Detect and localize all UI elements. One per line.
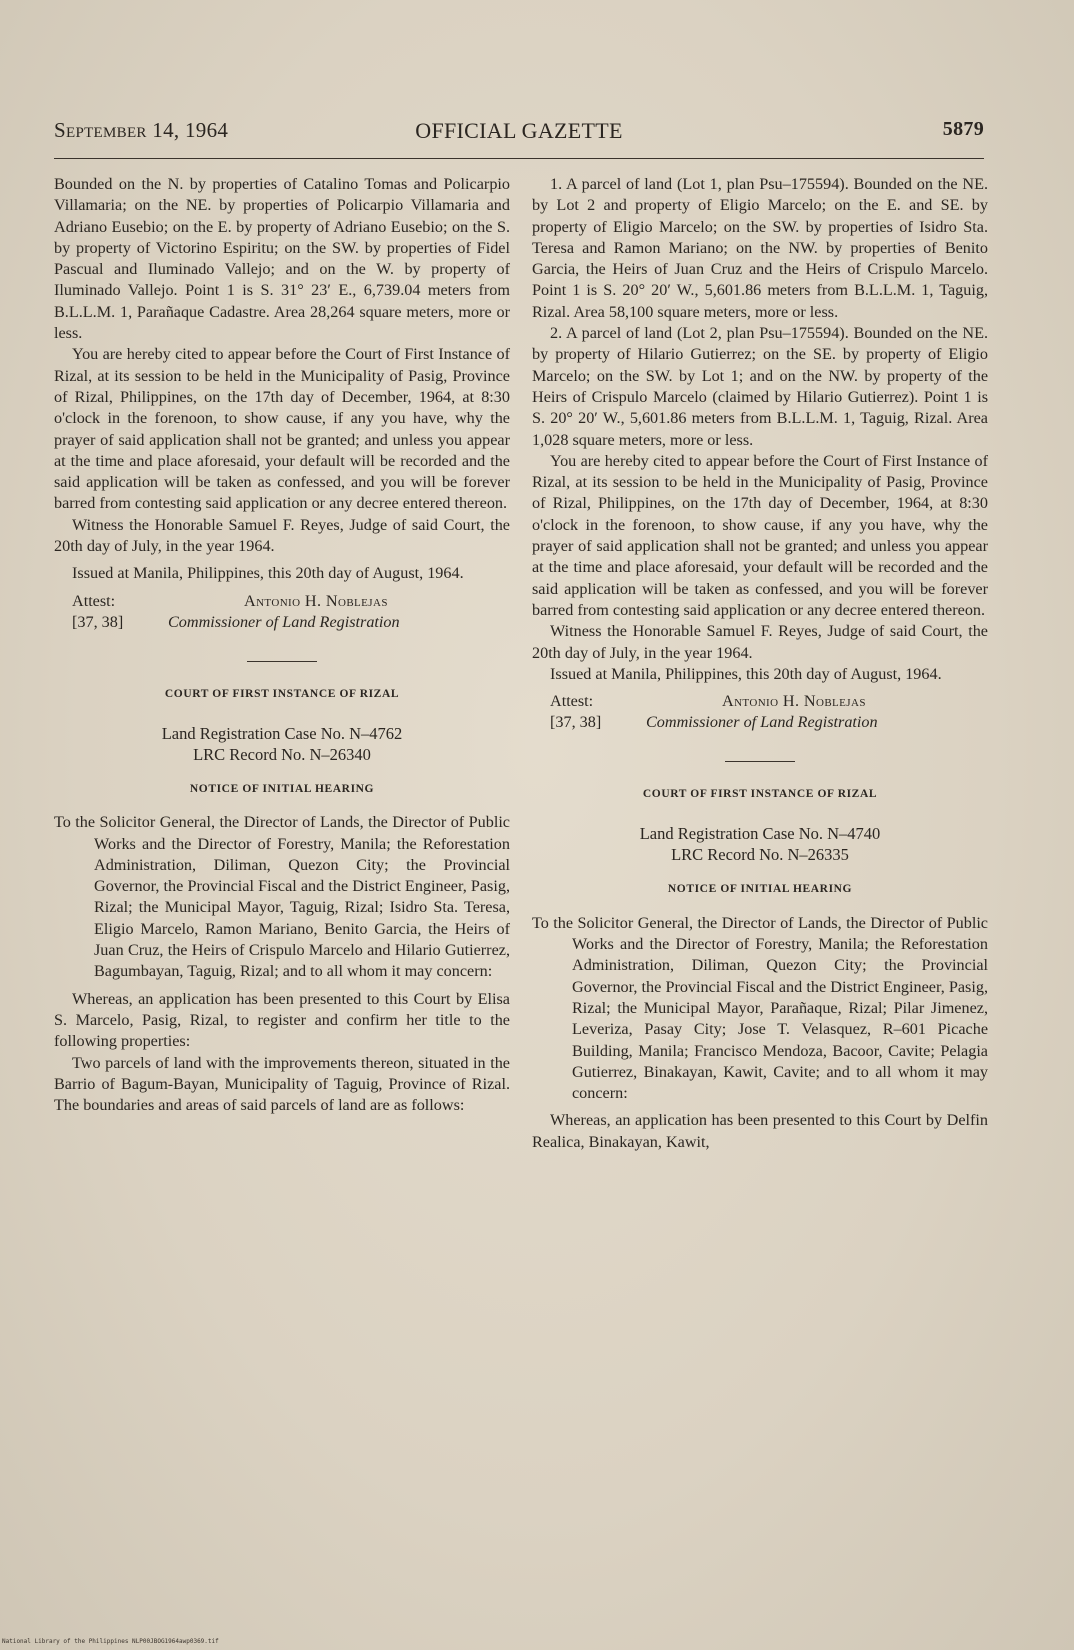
left-column [54, 174, 510, 1116]
left-paragraph-1: Bounded on the N. by properties of Catalino Tomas and Policarpio Villamaria; on the NE. by properties of Policarpio Villamaria and Adriano Eusebio; on the E. by property of Adriano Eusebio; on the S. by property of Victorino Espiritu; on the SW. by properties of Fidel Pascual and Iluminado Vallejo; and on the W. by property of Iluminado Vallejo. Point 1 is S. 31° 23′ E., 6,739.04 meters from B.L.L.M. 1, Parañaque Cadastre. Area 28,264 square meters, more or less. [54, 175, 510, 343]
right-column [532, 174, 988, 1153]
page-header [54, 118, 984, 148]
left-paragraph-6: Two parcels of land with the improvements thereon, situated in the Barrio of Bagum-Bayan, Municipality of Taguig, Province of Rizal. The boundaries and areas of said parcels of land are as follows: [54, 1053, 510, 1115]
right-lrc-record: LRC Record No. N–26335 [671, 845, 849, 865]
right-attest-block [532, 691, 988, 735]
page-number: 5879 [942, 118, 984, 140]
left-divider [247, 661, 317, 662]
right-paragraph-3: You are hereby cited to appear before the Court of First Instance of Rizal, at its session to be held in the Municipality of Pasig, Province of Rizal, Philippines, on the 17th day of December, 1964, at 8:30 o'clock in the forenoon, to show cause, if any you have, why the prayer of said application shall not be granted; and unless you appear at the time and place aforesaid, your default will be recorded and the said application will be taken as confessed, and you will be forever barred from contesting said application or any decree entered thereon. [532, 451, 988, 619]
left-attest-block [54, 591, 510, 635]
left-notice-heading: NOTICE OF INITIAL HEARING [189, 782, 375, 795]
left-attest-ref: [37, 38] [72, 612, 124, 631]
right-paragraph-2: 2. A parcel of land (Lot 2, plan Psu–175594). Bounded on the NE. by property of Hilario Gutierrez; on the SE. by property of Eligio Marcelo; on the SW. by Lot 1; and on the NW. by property of the Heirs of Crispulo Marcelo (claimed by Hilario Gutierrez). Point 1 is S. 20° 20′ W., 5,601.86 meters from B.L.L.M. 1, Taguig, Rizal. Area 1,028 square meters, more or less. [532, 324, 988, 449]
right-paragraph-5: Issued at Manila, Philippines, this 20th day of August, 1964. [550, 664, 942, 683]
scan-footer: National Library of the Philippines NLP00JBOG1964awp0369.tif [2, 1638, 219, 1645]
header-title: OFFICIAL GAZETTE [415, 118, 623, 143]
left-court-heading: COURT OF FIRST INSTANCE OF RIZAL [164, 687, 400, 700]
header-rule [54, 158, 984, 159]
right-attest-title: Commissioner of Land Registration [646, 713, 878, 732]
left-case-number: Land Registration Case No. N–4762 [161, 723, 403, 743]
left-addressees: To the Solicitor General, the Director of Lands, the Director of Public Works and the Director of Forestry, Manila; the Reforestation Administration, Diliman, Quezon City; the Provincial Governor, the Provincial Fiscal and the District Engineer, Pasig, Rizal; the Municipal Mayor, Taguig, Rizal; Isidro Sta. Teresa, Eligio Marcelo, Ramon Mariano, Benito Garcia, the Heirs of Juan Cruz, the Heirs of Crispulo Marcelo and Hilario Gutierrez, Bagumbayan, Taguig, Rizal; and to all whom it may concern: [54, 813, 510, 981]
right-paragraph-6: Whereas, an application has been presented to this Court by Delfin Realica, Binakayan, Kawit, [532, 1111, 988, 1151]
right-court-heading: COURT OF FIRST INSTANCE OF RIZAL [642, 788, 878, 801]
right-addressees: To the Solicitor General, the Director of Lands, the Director of Public Works and the Director of Forestry, Manila; the Reforestation Administration, Diliman, Quezon City; the Provincial Governor, the Provincial Fiscal and the District Engineer, Pasig, Rizal; the Municipal Mayor, Parañaque, Rizal; Pilar Jimenez, Leveriza, Pasay City; Jose T. Velasquez, R–601 Picache Building, Manila; Francisco Mendoza, Bacoor, Cavite; Pelagia Gutierrez, Binakayan, Kawit, Cavite; and to all whom it may concern: [532, 913, 988, 1103]
right-paragraph-4: Witness the Honorable Samuel F. Reyes, Judge of said Court, the 20th day of July, in the year 1964. [532, 622, 988, 662]
header-date: September 14, 1964 [54, 118, 229, 142]
left-paragraph-4: Issued at Manila, Philippines, this 20th day of August, 1964. [72, 564, 464, 583]
left-paragraph-3: Witness the Honorable Samuel F. Reyes, Judge of said Court, the 20th day of July, in the year 1964. [54, 515, 510, 556]
right-notice-heading: NOTICE OF INITIAL HEARING [667, 883, 853, 896]
left-lrc-record: LRC Record No. N–26340 [193, 744, 371, 764]
right-attest-label: Attest: [550, 692, 594, 711]
right-attest-ref: [37, 38] [550, 713, 602, 732]
left-attest-label: Attest: [72, 591, 116, 610]
left-attest-title: Commissioner of Land Registration [168, 612, 400, 631]
left-attest-name: Antonio H. Noblejas [244, 591, 388, 610]
left-paragraph-2: You are hereby cited to appear before the Court of First Instance of Rizal, at its session to be held in the Municipality of Pasig, Province of Rizal, Philippines, on the 17th day of December, 1964, at 8:30 o'clock in the forenoon, to show cause, if any you have, why the prayer of said application shall not be granted; and unless you appear at the time and place aforesaid, your default will be recorded and the said application will be taken as confessed, and you will be forever barred from contesting said application or any decree entered thereon. [54, 345, 510, 513]
right-paragraph-1: 1. A parcel of land (Lot 1, plan Psu–175594). Bounded on the NE. by Lot 2 and property of Eligio Marcelo; on the E. and SE. by property of Eligio Marcelo; on the SW. by properties of Isidro Sta. Teresa and Ramon Mariano; on the NW. by properties of Benito Garcia, the Heirs of Juan Cruz and the Heirs of Crispulo Marcelo. Point 1 is S. 20° 20′ W., 5,601.86 meters from B.L.L.M. 1, Taguig, Rizal. Area 58,100 square meters, more or less. [532, 175, 988, 321]
left-paragraph-5: Whereas, an application has been presented to this Court by Elisa S. Marcelo, Pasig, Rizal, to register and confirm her title to the following properties: [54, 989, 510, 1051]
right-divider [725, 761, 795, 762]
right-attest-name: Antonio H. Noblejas [722, 692, 866, 711]
right-case-number: Land Registration Case No. N–4740 [639, 824, 881, 844]
